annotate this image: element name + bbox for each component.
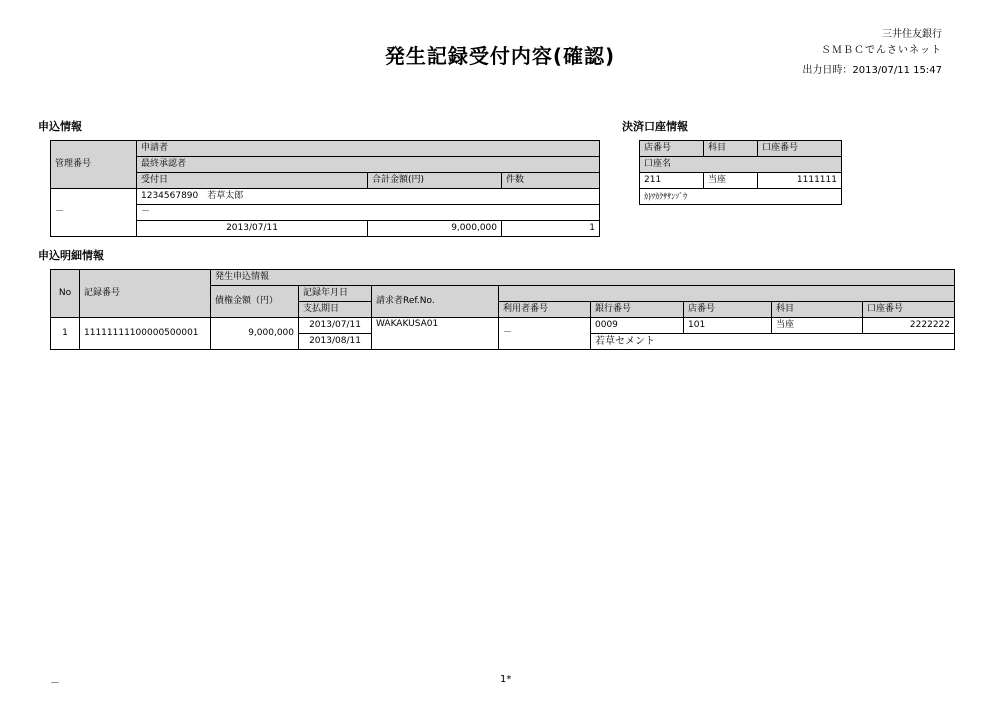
account-name-label: 口座名 <box>640 157 842 173</box>
branch-no-label: 店番号 <box>640 141 704 157</box>
bank-no-label: 銀行番号 <box>591 302 684 318</box>
management-no-value: － <box>51 189 137 237</box>
detail-group-label: 発生申込情報 <box>211 270 955 286</box>
row-account-no: 2222222 <box>863 318 955 334</box>
row-branch-no: 101 <box>684 318 772 334</box>
service-name: ＳＭＢＣでんさいネット <box>821 45 942 56</box>
detail-account-no-label: 口座番号 <box>863 302 955 318</box>
account-name-value: ｶ)ﾜｶｸｻｻﾝｿﾞｳ <box>640 189 842 205</box>
no-label: No <box>51 270 80 318</box>
footer-left-mark: － <box>50 678 60 689</box>
row-record-date: 2013/07/11 <box>299 318 372 334</box>
total-amount-value: 9,000,000 <box>368 221 502 237</box>
row-bank-no: 0009 <box>591 318 684 334</box>
applicant-value: 1234567890 若草太郎 <box>137 189 600 205</box>
reception-date-label: 受付日 <box>137 173 368 189</box>
payment-date-label: 支払期日 <box>299 302 372 318</box>
total-amount-label: 合計金額(円) <box>368 173 502 189</box>
account-no-value: 1111111 <box>758 173 842 189</box>
final-approver-value: － <box>137 205 600 221</box>
page-number: 1* <box>500 674 512 685</box>
applicant-label: 申請者 <box>137 141 600 157</box>
bank-name: 三井住友銀行 <box>882 29 942 40</box>
output-datetime: 出力日時：2013/07/11 15:47 <box>802 65 942 76</box>
header-spacer <box>499 286 955 302</box>
application-info-table <box>50 140 600 237</box>
count-value: 1 <box>502 221 600 237</box>
final-approver-label: 最終承認者 <box>137 157 600 173</box>
branch-no-value: 211 <box>640 173 704 189</box>
application-info-heading: 申込情報 <box>38 120 82 133</box>
record-no-label: 記録番号 <box>80 270 211 318</box>
row-claim-amount: 9,000,000 <box>211 318 299 350</box>
row-user-no: － <box>499 318 591 350</box>
settlement-account-table <box>639 140 842 205</box>
requester-ref-label: 請求者Ref.No. <box>372 286 499 318</box>
settlement-account-heading: 決済口座情報 <box>622 120 688 133</box>
row-account-name: 若草セメント <box>591 334 955 350</box>
user-no-label: 利用者番号 <box>499 302 591 318</box>
detail-branch-no-label: 店番号 <box>684 302 772 318</box>
row-requester-ref: WAKAKUSA01 <box>372 318 499 350</box>
page-title: 発生記録受付内容(確認) <box>384 44 616 68</box>
subject-label: 科目 <box>704 141 758 157</box>
detail-subject-label: 科目 <box>772 302 863 318</box>
claim-amount-label: 債権金額（円） <box>211 286 299 318</box>
management-no-label: 管理番号 <box>51 141 137 189</box>
row-subject: 当座 <box>772 318 863 334</box>
account-no-label: 口座番号 <box>758 141 842 157</box>
detail-info-table <box>50 269 955 350</box>
detail-info-heading: 申込明細情報 <box>38 249 104 262</box>
row-record-no: 11111111100000500001 <box>80 318 211 350</box>
reception-date-value: 2013/07/11 <box>137 221 368 237</box>
record-date-label: 記録年月日 <box>299 286 372 302</box>
count-label: 件数 <box>502 173 600 189</box>
row-no: 1 <box>51 318 80 350</box>
subject-value: 当座 <box>704 173 758 189</box>
row-payment-date: 2013/08/11 <box>299 334 372 350</box>
